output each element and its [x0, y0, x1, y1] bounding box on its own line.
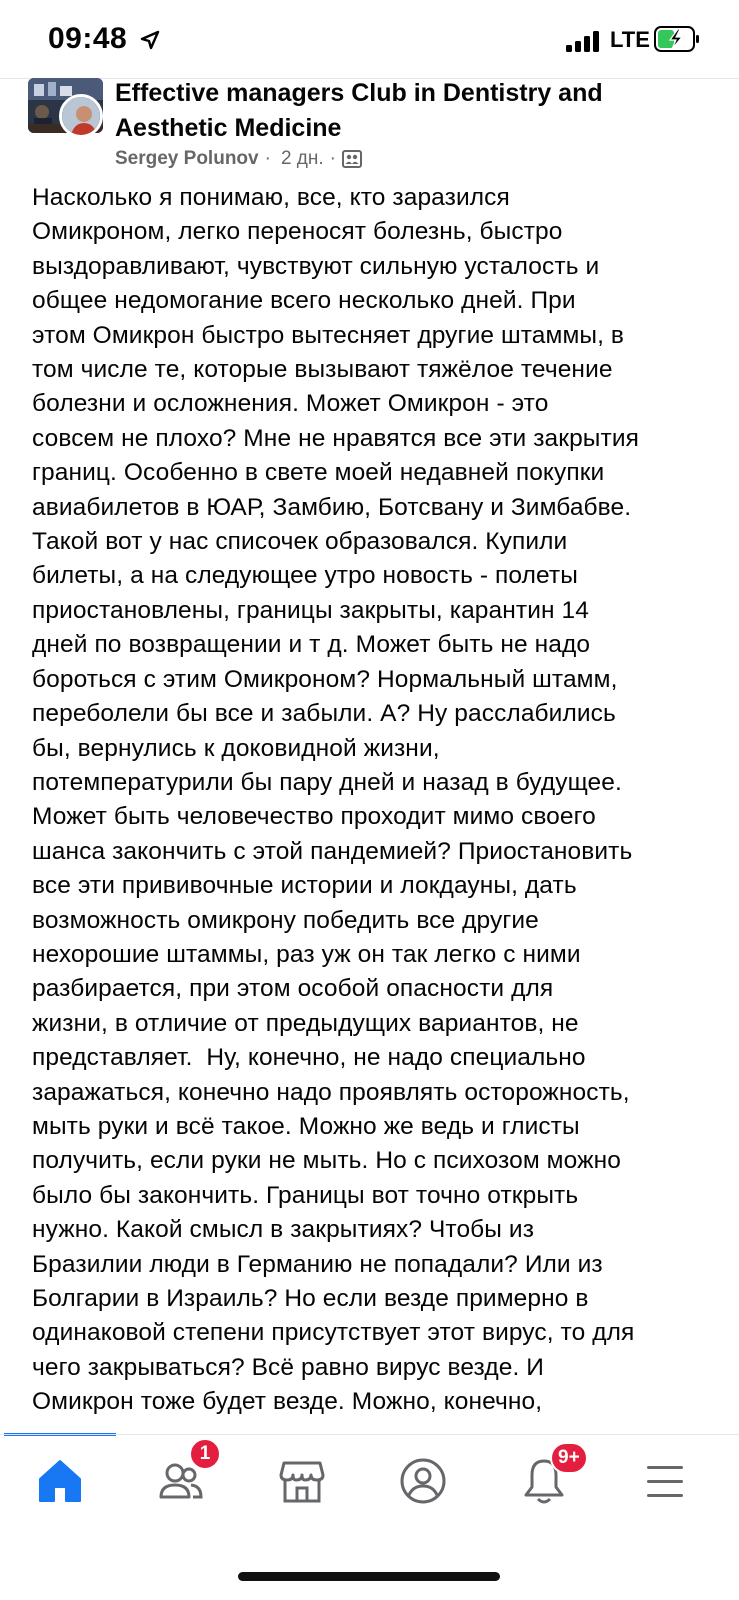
author-name-link[interactable]: Sergey Polunov [115, 148, 259, 169]
home-indicator[interactable] [238, 1572, 500, 1581]
post-text-line: переболели бы все и забыли. А? Ну расслабились [32, 700, 616, 728]
signal-icon [566, 30, 602, 52]
post-text-line: авиабилетов в ЮАР, Замбию, Ботсвану и Зимбабве. [32, 493, 632, 521]
post-text-line: возможность омикрону победить все другие [32, 906, 539, 934]
post-text-line: совсем не плохо? Мне не нравятся все эти закрытия [32, 424, 639, 452]
location-arrow-icon [140, 30, 160, 50]
post-text-line: общее недомогание всего несколько дней. При [32, 287, 576, 315]
meta-separator: · [329, 148, 336, 169]
nav-profile[interactable] [363, 1436, 483, 1526]
menu-icon [639, 1455, 691, 1507]
post-text-line: все эти прививочные истории и локдауны, дать [32, 872, 577, 900]
battery-charging-icon [654, 26, 700, 52]
post-text-line: было бы закончить. Границы вот точно открыть [32, 1181, 579, 1209]
notifications-badge: 9+ [550, 1442, 588, 1474]
marketplace-icon [276, 1455, 328, 1507]
post-text-line: бороться с этим Омикроном? Нормальный штамм, [32, 665, 618, 693]
post-text [32, 181, 722, 1433]
post-timestamp[interactable]: 2 дн. [280, 148, 324, 169]
post-text-line: Омикроном, легко переносят болезнь, быстро [32, 218, 563, 246]
post-text-line: разбирается, при этом особой опасности для [32, 975, 554, 1003]
meta-separator: · [264, 148, 271, 169]
post-text-line: Омикрон тоже будет везде. Можно, конечно, [32, 1388, 543, 1416]
post-text-line: заражаться, конечно надо проявлять осторожность, [32, 1078, 630, 1106]
status-time: 09:48 [48, 22, 128, 55]
post-meta [115, 148, 362, 170]
post-text-line: одинаковой степени присутствует этот вирус, то для [32, 1319, 635, 1347]
author-avatar[interactable] [59, 94, 103, 138]
nav-home[interactable] [0, 1436, 120, 1526]
post-text-line: жизни, в отличие от предыдущих вариантов, не [32, 1009, 579, 1037]
nav-divider [0, 1434, 739, 1435]
post-text-line: дней по возвращении и т д. Может быть не надо [32, 631, 591, 659]
post-text-line: Такой вот у нас списочек образовался. Купили [32, 528, 568, 556]
profile-icon [397, 1455, 449, 1507]
post-text-line: мыть руки и всё такое. Можно же ведь и глисты [32, 1112, 580, 1140]
post-text-line: билеты, а на следующее утро новость - полеты [32, 562, 578, 590]
post-text-line: Бразилии люди в Германию не попадали? Или из [32, 1250, 603, 1278]
nav-menu[interactable] [605, 1436, 725, 1526]
post-text-line: нехорошие штаммы, раз уж он так легко с ними [32, 940, 581, 968]
post-text-line: нужно. Какой смысл в закрытиях? Чтобы из [32, 1216, 535, 1244]
post-text-line: болезни и осложнения. Может Омикрон - это [32, 390, 549, 418]
home-icon [34, 1455, 86, 1507]
post-text-line: потемпературили бы пару дней и назад в будущее. [32, 768, 622, 796]
bottom-nav [0, 1436, 739, 1526]
nav-notifications[interactable] [484, 1436, 604, 1526]
post-text-line: шанса закончить с этой пандемией? Приостановить [32, 837, 633, 865]
network-label: LTE [610, 27, 650, 52]
post-header [0, 78, 739, 178]
post-text-line: чего закрываться? Всё равно вирус везде. И [32, 1353, 545, 1381]
post-text-line: получить, если руки не мыть. Но с психозом можно [32, 1147, 621, 1175]
post-text-line: Насколько я понимаю, все, кто заразился [32, 184, 510, 211]
post-text-line: Болгарии в Израиль? Но если везде примерно в [32, 1285, 589, 1312]
post-text-line: выздоравливают, чувствуют сильную усталость и [32, 252, 600, 280]
post-text-line: представляет. Ну, конечно, не надо специально [32, 1044, 586, 1072]
status-bar [0, 0, 739, 78]
friends-badge: 1 [189, 1438, 221, 1470]
post-text-line: бы, вернулись к доковидной жизни, [32, 734, 440, 762]
post-text-line: границ. Особенно в свете моей недавней покупки [32, 459, 605, 487]
nav-friends[interactable] [121, 1436, 241, 1526]
group-name-link[interactable]: Effective managers Club in Dentistry and Aesthetic Medicine [115, 79, 603, 142]
group-audience-icon [342, 150, 362, 168]
post-text-line: приостановлены, границы закрыты, карантин 14 [32, 596, 589, 624]
nav-marketplace[interactable] [242, 1436, 362, 1526]
post-text-line: Может быть человечество проходит мимо своего [32, 803, 596, 831]
post-text-line: том числе те, которые вызывают тяжёлое течение [32, 356, 613, 384]
post-text-line: этом Омикрон быстро вытесняет другие штаммы, в [32, 321, 625, 349]
